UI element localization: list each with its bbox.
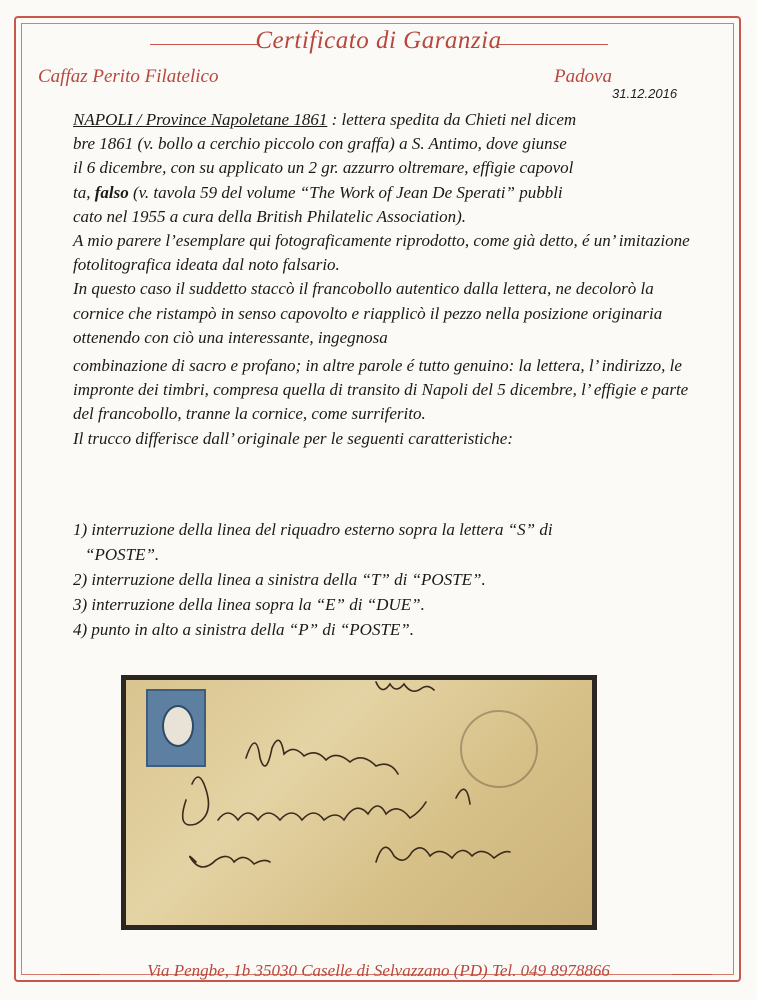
falso-label: falso	[94, 182, 129, 202]
list-item: 2) interruzione della linea a sinistra della “T” di “POSTE”.	[73, 570, 486, 589]
list-item: 3) interruzione della linea sopra la “E” di “DUE”.	[73, 595, 425, 614]
body-line-1-text: : lettera spedita da Chieti nel dicem	[331, 110, 577, 129]
paragraph-opinion: A mio parere l’esemplare qui fotograficamente riprodotto, come già detto, é un’ imitazione fotolitografica ideata dal noto falsario.	[73, 231, 690, 275]
characteristics-list	[73, 517, 713, 642]
list-item: 1) interruzione della linea del riquadro esterno sopra la lettera “S” di	[73, 520, 553, 539]
body-line-2: bre 1861 (v. bollo a cerchio piccolo con graffa) a S. Antimo, dove giunse	[73, 134, 567, 154]
certificate-body	[73, 108, 703, 451]
body-line-4-rest: (v. tavola 59 del volume “The Work of Jean De Sperati” pubbli	[132, 182, 563, 202]
certificate-date: 31.12.2016	[612, 86, 678, 101]
list-item-continuation: “POSTE”.	[85, 545, 160, 564]
body-line-4-pre: ta,	[73, 182, 91, 202]
paragraph-characteristics-intro: Il trucco differisce dall’ originale per le seguenti caratteristiche:	[73, 428, 514, 448]
footer-address: Via Pengbe, 1b 35030 Caselle di Selvazzano (PD) Tel. 049 8978866	[147, 961, 610, 980]
list-item: 4) punto in alto a sinistra della “P” di “POSTE”.	[73, 620, 414, 639]
cover-photo	[121, 675, 597, 930]
stamp-heading: NAPOLI / Province Napoletane 1861	[73, 110, 328, 129]
body-line-4	[73, 181, 703, 205]
body-line-1	[73, 108, 703, 132]
certificate-title: Certificato di Garanzia	[255, 27, 502, 54]
handwritten-address	[126, 680, 592, 925]
paragraph-combination: combinazione di sacro e profano; in altre parole é tutto genuino: la lettera, l’ indirizzo, le impronte dei timbri, compresa quella di transito di Napoli del 5 dicembre, l’ effigie e parte del francobollo, tranne la cornice, come surriferito.	[73, 356, 689, 424]
envelope	[126, 680, 592, 925]
paragraph-method: In questo caso il suddetto staccò il francobollo autentico dalla lettera, ne decolorò la cornice che ristampò in senso capovolto e riapplicò il pezzo nella posizione originaria ottenendo con ciò una interessante, ingegnosa	[73, 279, 663, 347]
body-line-5: cato nel 1955 a cura della British Philatelic Association).	[73, 206, 467, 226]
body-line-3: il 6 dicembre, con su applicato un 2 gr. azzurro oltremare, effigie capovol	[73, 158, 574, 178]
city-name: Padova	[554, 66, 613, 87]
expert-name: Caffaz Perito Filatelico	[38, 66, 219, 87]
